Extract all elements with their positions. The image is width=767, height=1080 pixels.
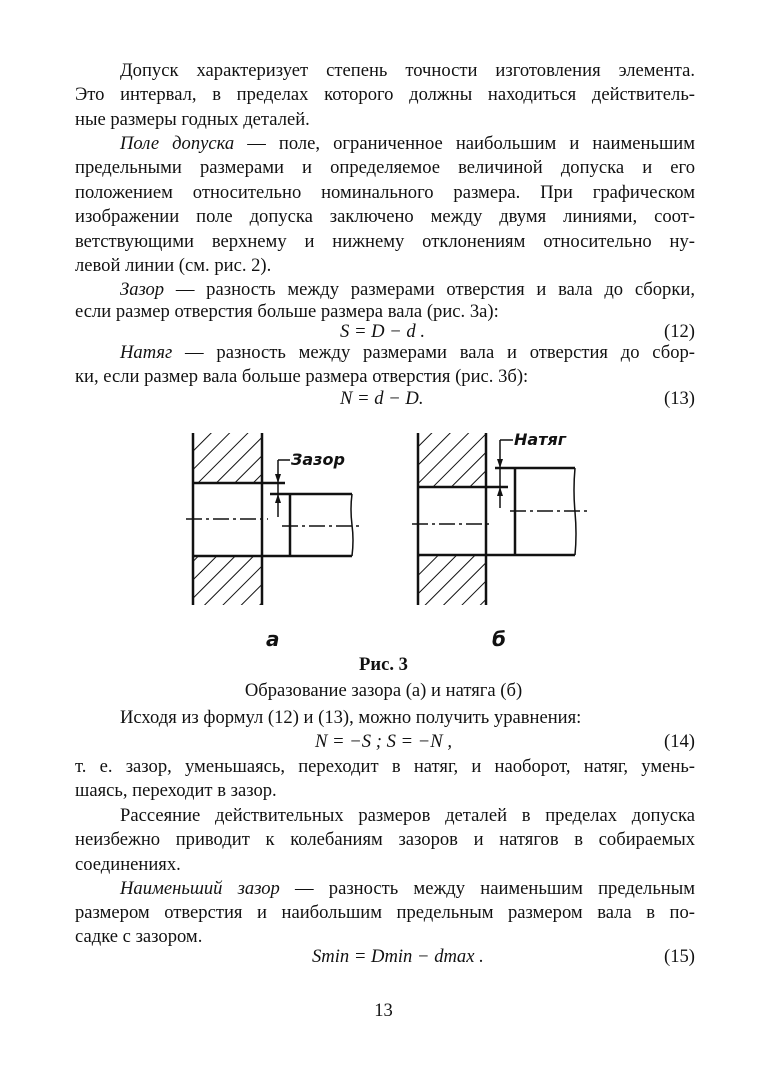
page-number: 13 xyxy=(374,1000,393,1021)
text-line: т. е. зазор, уменьшаясь, переходит в натяг, и наоборот, натяг, умень- xyxy=(75,756,695,777)
subfigure-b: б xyxy=(492,627,506,651)
text: — поле, ограниченное наибольшим и наименьшим xyxy=(234,133,695,154)
text-line: изображении поле допуска заключено между двумя линиями, соот- xyxy=(75,206,695,227)
text-line: ветствующими верхнему и нижнему отклонениям относительно ну- xyxy=(75,231,695,252)
text-line: садке с зазором. xyxy=(75,926,203,947)
text-line: неизбежно приводит к колебаниям зазоров и натягов в собираемых xyxy=(75,829,695,850)
term: Зазор xyxy=(120,279,165,300)
text-line xyxy=(120,879,695,898)
text: — разность между размерами отверстия и вала до сборки, xyxy=(164,279,695,300)
text-line: если размер отверстия больше размера вала (рис. 3а): xyxy=(75,301,499,322)
formula: S = D − d . xyxy=(340,321,426,342)
formula: N = −S ; S = −N , xyxy=(315,731,452,752)
formula: Smin = Dmin − dmax . xyxy=(312,946,484,967)
formula: N = d − D. xyxy=(340,388,424,409)
term: Поле допуска xyxy=(120,133,235,154)
figure-caption: Образование зазора (а) и натяга (б) xyxy=(244,680,523,701)
term: Наименьший зазор xyxy=(120,878,280,899)
text-line: размером отверстия и наибольшим предельным размером вала в по- xyxy=(75,902,695,923)
text-line: соединениях. xyxy=(75,854,181,875)
equation-number: (15) xyxy=(664,946,695,967)
text-line: Допуск характеризует степень точности изготовления элемента. xyxy=(120,60,695,81)
subfigure-a: а xyxy=(266,627,280,651)
figure-title: Рис. 3 xyxy=(359,654,408,675)
equation-number: (12) xyxy=(664,321,695,342)
text-line: левой линии (см. рис. 2). xyxy=(75,255,272,276)
label-gap: Зазор xyxy=(291,450,345,469)
term: Натяг xyxy=(120,342,173,363)
text-line: Это интервал, в пределах которого должны находиться действитель- xyxy=(75,84,695,105)
text: — разность между наименьшим предельным xyxy=(279,878,696,899)
text-line: шаясь, переходит в зазор. xyxy=(75,780,277,801)
text-line: ки, если размер вала больше размера отверстия (рис. 3б): xyxy=(75,366,529,387)
equation-number: (13) xyxy=(664,388,695,409)
text-line: ные размеры годных деталей. xyxy=(75,109,310,130)
text-line: Рассеяние действительных размеров деталей в пределах допуска xyxy=(120,805,695,826)
label-interference: Натяг xyxy=(514,430,567,449)
equation-number: (14) xyxy=(664,731,695,752)
text: — разность между размерами вала и отверстия до сбор- xyxy=(172,342,695,363)
text-line: Исходя из формул (12) и (13), можно получить уравнения: xyxy=(120,707,582,728)
text-line: положением относительно номинального размера. При графическом xyxy=(75,182,695,203)
text-line: предельными размерами и определяемое величиной допуска и его xyxy=(75,157,695,178)
